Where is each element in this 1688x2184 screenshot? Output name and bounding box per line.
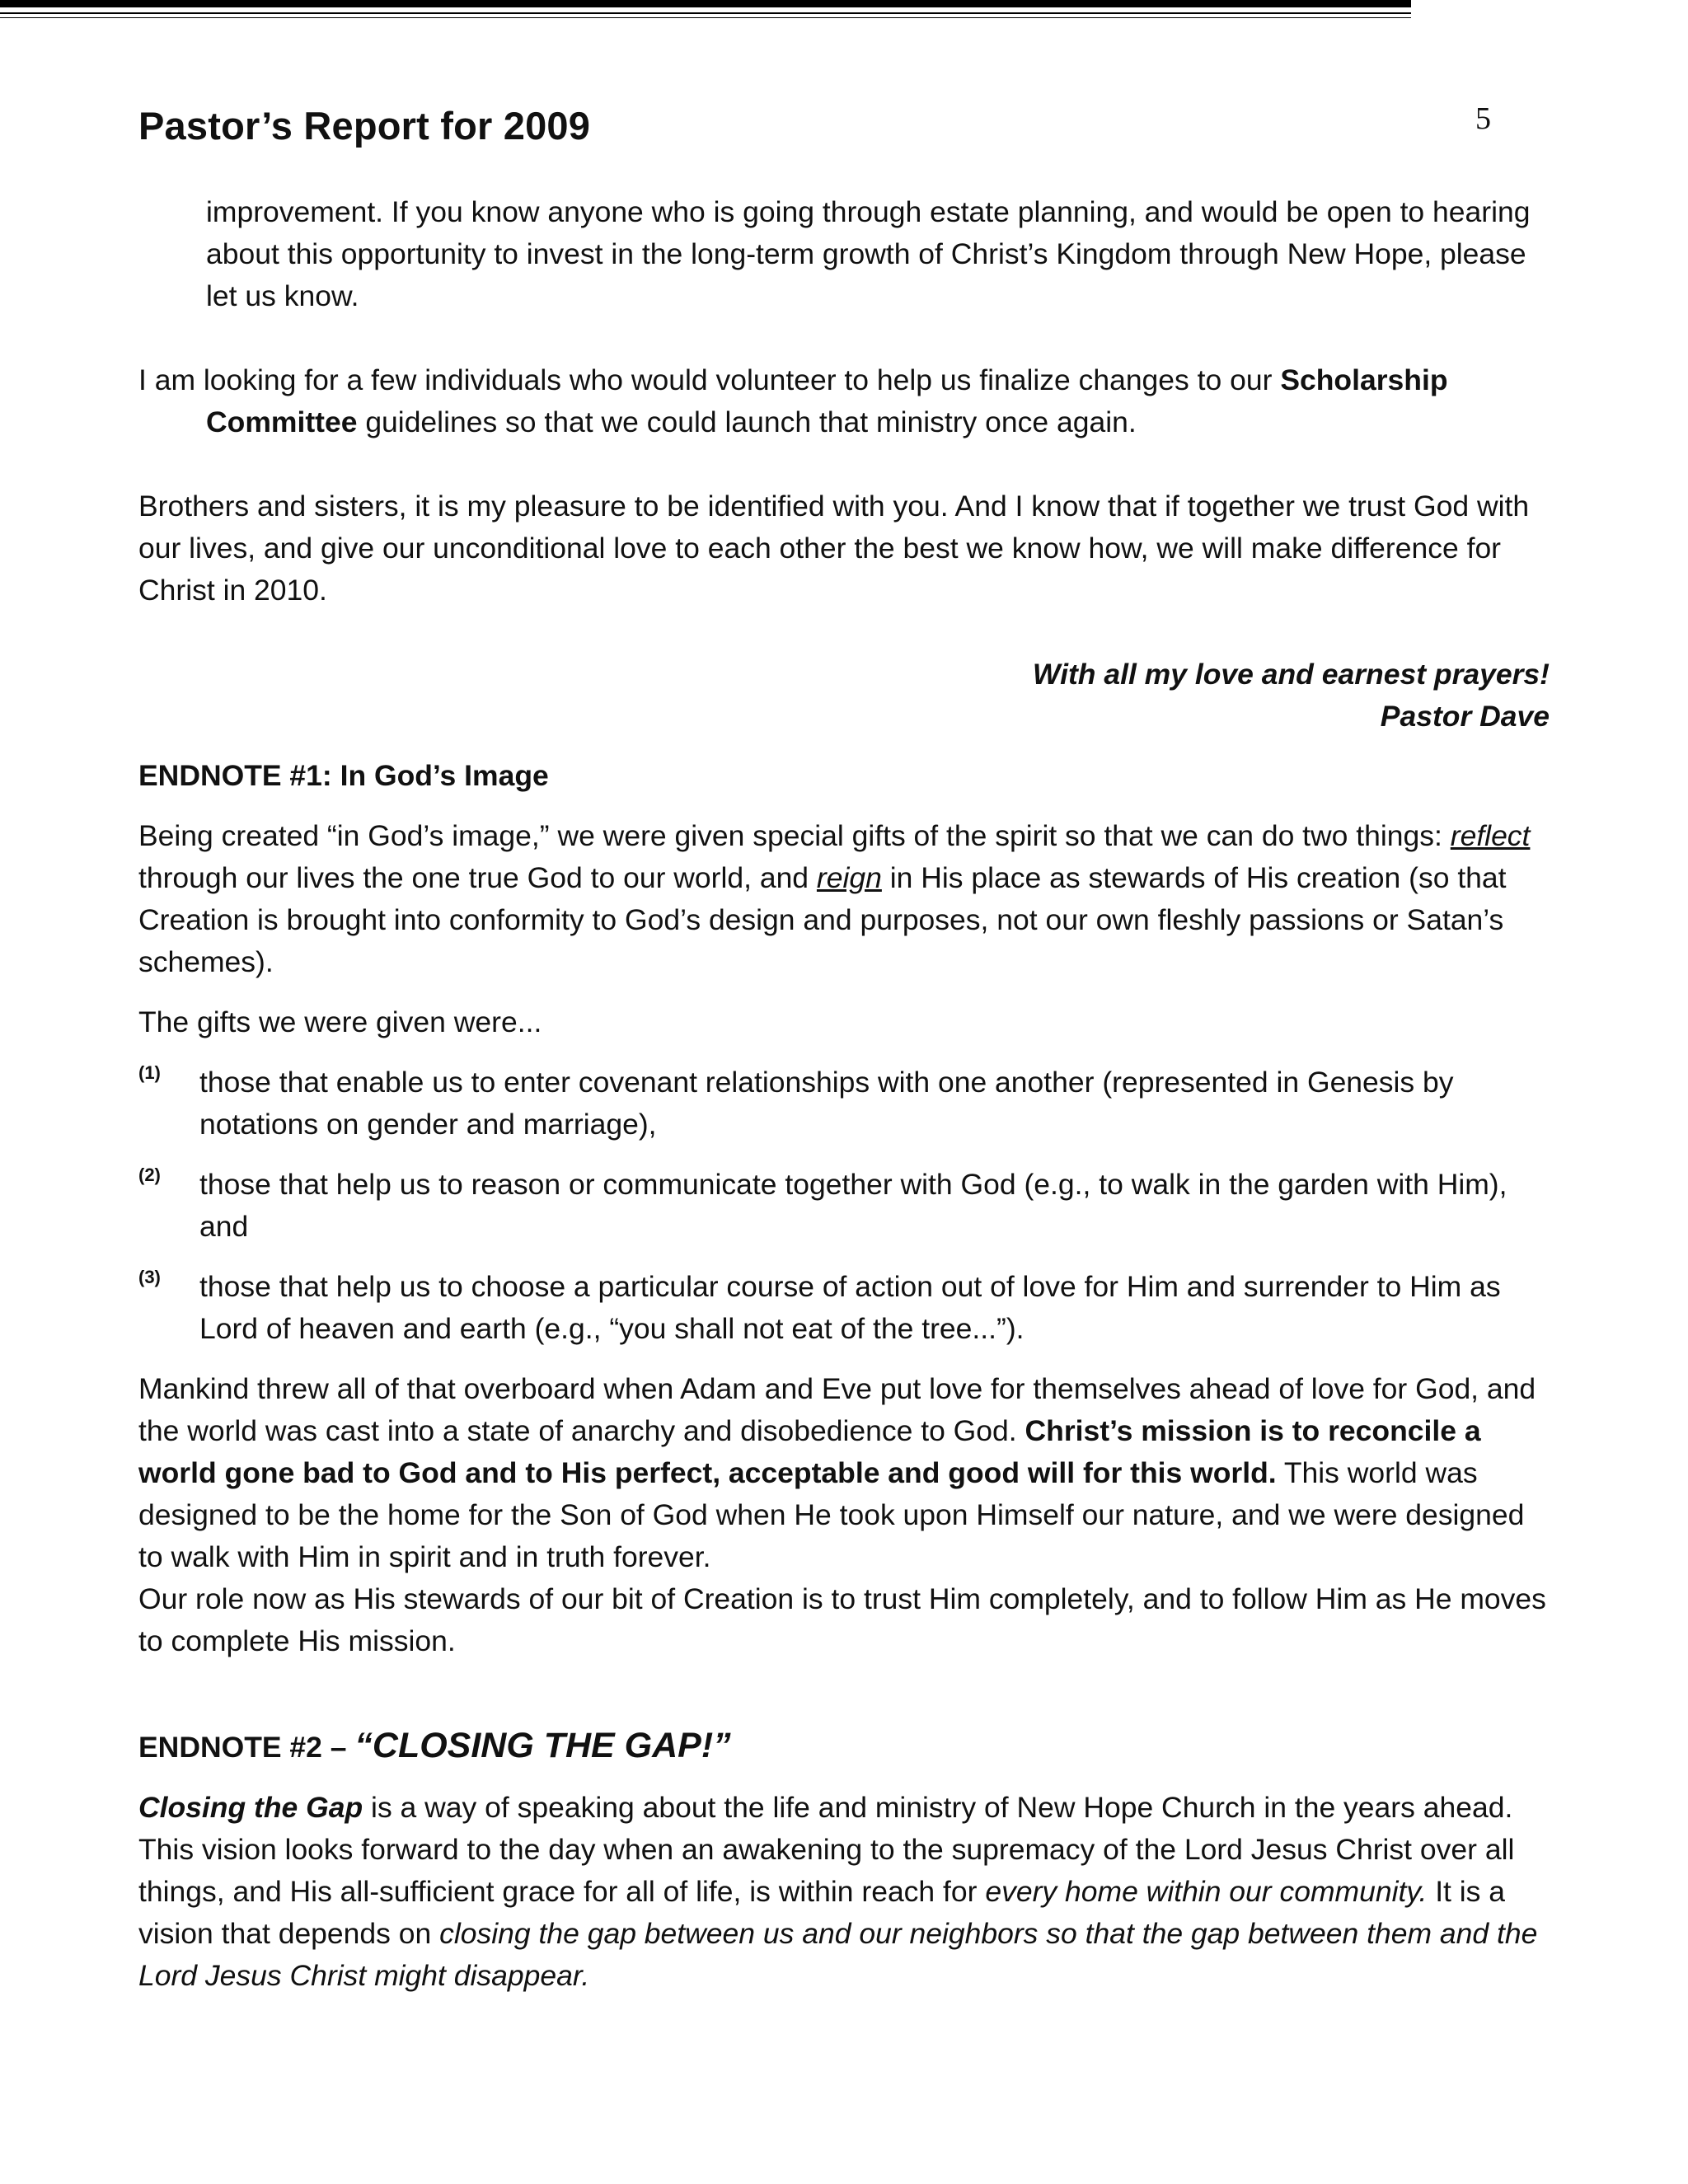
list-item-text: those that help us to choose a particular course of action out of love for Him and surrender to Him as Lord of heaven and earth (e.g., “you shall not eat of the tree...”). xyxy=(199,1270,1501,1345)
endnote-1-text-b: through our lives the one true God to our world, and xyxy=(138,861,817,894)
endnote-1-text-a: Being created “in God’s image,” we were given special gifts of the spirit so that we can do two things: xyxy=(138,819,1451,852)
header-rule-thin xyxy=(0,12,1411,14)
mankind-paragraph xyxy=(138,1368,1550,1578)
scholarship-committee-term: Scholarship Committee xyxy=(206,363,1448,438)
header-rule-thick xyxy=(0,0,1411,7)
closing-paragraph: Brothers and sisters, it is my pleasure to be identified with you. And I know that if together we trust God with our lives, and give our unconditional love to each other the best we know how, we will make difference for Christ in 2010. xyxy=(138,490,1530,607)
list-item-number: (1) xyxy=(138,1062,161,1083)
reign-term: reign xyxy=(816,861,882,894)
list-item-number: (3) xyxy=(138,1267,161,1287)
endnote-1-text-c: in His place as stewards of His creation (so that Creation is brought into conformity to God’s design and purposes, not our own fleshly passions or Satan’s schemes). xyxy=(138,861,1507,978)
list-item xyxy=(138,1266,1550,1350)
gifts-intro: The gifts we were given were... xyxy=(138,1005,542,1038)
scholarship-text-end: guidelines so that we could launch that ministry once again. xyxy=(357,405,1137,438)
page-number: 5 xyxy=(1475,101,1491,136)
report-title: Pastor’s Report for 2009 xyxy=(138,104,591,148)
gap-italic-1: every home within our community. xyxy=(985,1875,1428,1908)
closing-the-gap-term: Closing the Gap xyxy=(138,1791,363,1824)
christ-mission-statement: Christ’s mission is to reconcile a world gone bad to God and to His perfect, acceptable and good will for this world. xyxy=(138,1414,1481,1489)
mankind-text-a: Mankind threw all of that overboard when Adam and Eve put love for themselves ahead of love for God, and the world was cast into a state of anarchy and disobedience to God. xyxy=(138,1372,1536,1447)
gap-text-b: It is a vision that depends on xyxy=(138,1875,1506,1950)
endnote-2-heading xyxy=(138,1725,1550,1769)
role-paragraph: Our role now as His stewards of our bit of Creation is to trust Him completely, and to follow Him as He moves to complete His mission. xyxy=(138,1582,1546,1657)
header-rule-hairline xyxy=(0,17,1411,18)
list-item-text: those that help us to reason or communicate together with God (e.g., to walk in the garden with Him), and xyxy=(199,1168,1507,1243)
endnote-1-heading: ENDNOTE #1: In God’s Image xyxy=(138,759,549,792)
mankind-text-b: This world was designed to be the home for the Son of God when He took upon Himself our nature, and we were designed to walk with Him in spirit and in truth forever. xyxy=(138,1456,1525,1573)
gap-text-a: is a way of speaking about the life and ministry of New Hope Church in the years ahead. This vision looks forward to the day when an awakening to the supremacy of the Lord Jesus Christ over all things, and His all-sufficient grace for all of life, is within reach for xyxy=(138,1791,1515,1908)
gap-italic-2: closing the gap between us and our neighbors so that the gap between them and the Lord Jesus Christ might disappear. xyxy=(138,1917,1538,1992)
list-item-text: those that enable us to enter covenant relationships with one another (represented in Genesis by notations on gender and marriage), xyxy=(199,1066,1454,1141)
list-item xyxy=(138,1062,1550,1146)
scholarship-paragraph xyxy=(138,359,1550,443)
signature-line-1: With all my love and earnest prayers! xyxy=(1032,658,1550,691)
page-body xyxy=(138,191,1550,1997)
scholarship-text-start: I am looking for a few individuals who would volunteer to help us finalize changes to our xyxy=(138,363,1281,396)
endnote-2-heading-title: “CLOSING THE GAP!” xyxy=(354,1726,731,1765)
endnote-2-heading-prefix: ENDNOTE #2 – xyxy=(138,1731,355,1764)
closing-the-gap-paragraph xyxy=(138,1787,1550,1997)
signature-name: Pastor Dave xyxy=(1380,700,1550,733)
endnote-1-paragraph-1 xyxy=(138,815,1550,983)
page-header xyxy=(138,97,1507,155)
list-item-number: (2) xyxy=(138,1165,161,1185)
reflect-term: reflect xyxy=(1450,819,1531,852)
list-item xyxy=(138,1164,1550,1248)
continuation-paragraph: improvement. If you know anyone who is going through estate planning, and would be open to hearing about this opportunity to invest in the long-term growth of Christ’s Kingdom through New Hope, please let us know. xyxy=(206,195,1531,312)
